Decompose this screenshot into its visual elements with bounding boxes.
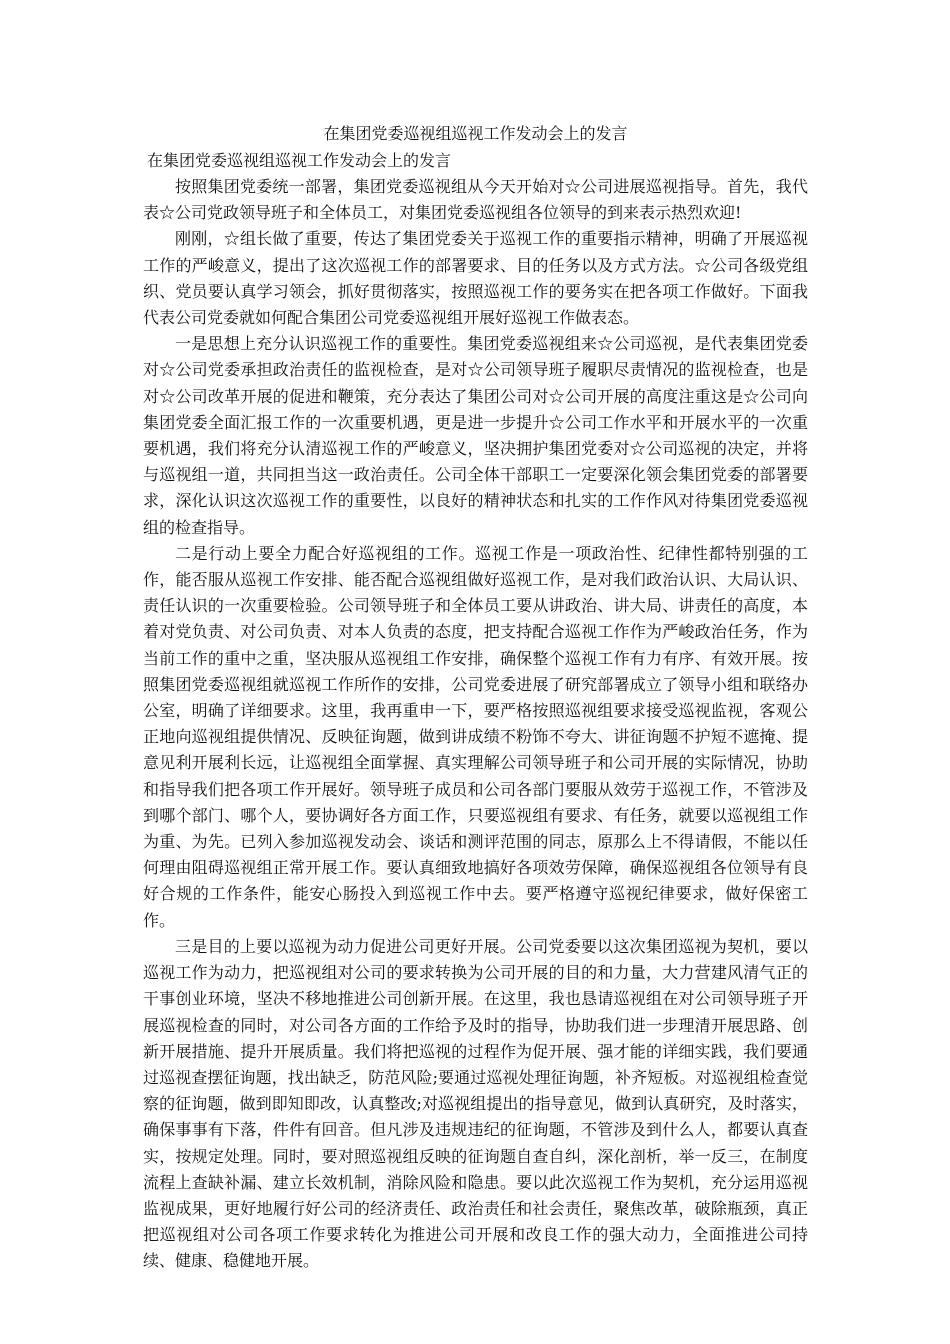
paragraph-point-one: 一是思想上充分认识巡视工作的重要性。集团党委巡视组来☆公司巡视，是代表集团党委对☆公司党委承担政治责任的监视检查，是对☆公司领导班子履职尽责情况的监视检查，也是对☆公司改革开展的促进和鞭策，充分表达了集团公司对☆公司开展的高度注重这是☆公司向集团党委全面汇报工作的一次重要机遇，更是进一步提升☆公司工作水平和开展水平的一次重要机遇，我们将充分认清巡视工作的严峻意义，坚决拥护集团党委对☆公司巡视的决定，并将与巡视组一道，共同担当这一政治责任。公司全体干部职工一定要深化领会集团党委的部署要求，深化认识这次巡视工作的重要性，以良好的精神状态和扎实的工作作风对待集团党委巡视组的检查指导。 [143, 334, 808, 537]
paragraph-point-two: 二是行动上要全力配合好巡视组的工作。巡视工作是一项政治性、纪律性都特别强的工作，能否服从巡视工作安排、能否配合巡视组做好巡视工作，是对我们政治认识、大局认识、责任认识的一次重要检验。公司领导班子和全体员工要从讲政治、讲大局、讲责任的高度，本着对党负责、对公司负责、对本人负责的态度，把支持配合巡视工作作为严峻政治任务，作为当前工作的重中之重，坚决服从巡视组工作安排，确保整个巡视工作有力有序、有效开展。按照集团党委巡视组就巡视工作所作的安排，公司党委进展了研究部署成立了领导小组和联络办公室，明确了详细要求。这里，我再重申一下，要严格按照巡视组要求接受巡视监视，客观公正地向巡视组提供情况、反映征询题，做到讲成绩不粉饰不夸大、讲征询题不护短不遮掩、提意见利开展利长远，让巡视组全面掌握、真实理解公司领导班子和公司开展的实际情况，协助和指导我们把各项工作开展好。领导班子成员和公司各部门要服从效劳于巡视工作，不管涉及到哪个部门、哪个人，要协调好各方面工作，只要巡视组有要求、有任务，就要以巡视组工作为重、为先。已列入参加巡视发动会、谈话和测评范围的同志，原那么上不得请假，不能以任何理由阻碍巡视组正常开展工作。要认真细致地搞好各项效劳保障，确保巡视组各位领导有良好合规的工作条件，能安心肠投入到巡视工作中去。要严格遵守巡视纪律要求，做好保密工作。 [143, 543, 808, 930]
paragraph-opening: 按照集团党委统一部署，集团党委巡视组从今天开始对☆公司进展巡视指导。首先，我代表☆公司党政领导班子和全体员工，对集团党委巡视组各位领导的到来表示热烈欢迎! [143, 177, 808, 223]
document-page [143, 120, 808, 1275]
document-subtitle: 在集团党委巡视组巡视工作发动会上的发言 [147, 151, 452, 170]
paragraph-intro: 刚刚，☆组长做了重要，传达了集团党委关于巡视工作的重要指示精神，明确了开展巡视工作的严峻意义，提出了这次巡视工作的部署要求、目的任务以及方式方法。☆公司各级党组织、党员要认真学习领会，抓好贯彻落实，按照巡视工作的要务实在把各项工作做好。下面我代表公司党委就如何配合集团公司党委巡视组开展好巡视工作做表态。 [143, 229, 808, 328]
paragraph-point-three: 三是目的上要以巡视为动力促进公司更好开展。公司党委要以这次集团巡视为契机，要以巡视工作为动力，把巡视组对公司的要求转换为公司开展的目的和力量，大力营建风清气正的干事创业环境，坚决不移地推进公司创新开展。在这里，我也恳请巡视组在对公司领导班子开展巡视检查的同时，对公司各方面的工作给予及时的指导，协助我们进一步理清开展思路、创新开展措施、提升开展质量。我们将把巡视的过程作为促开展、强才能的详细实践，我们要通过巡视查摆征询题，找出缺乏，防范风险;要通过巡视处理征询题，补齐短板。对巡视组检查觉察的征询题，做到即知即改，认真整改;对巡视组提出的指导意见，做到认真研究，及时落实，确保事事有下落，件件有回音。但凡涉及违规违纪的征询题，不管涉及到什么人，都要认真查实，按规定处理。同时，要对照巡视组反映的征询题自查自纠，深化剖析，举一反三，在制度流程上查缺补漏、建立长效机制，消除风险和隐患。要以此次巡视工作为契机，充分运用巡视监视成果，更好地履行好公司的经济责任、政治责任和社会责任，聚焦改革，破除瓶颈，真正把巡视组对公司各项工作要求转化为推进公司开展和改良工作的强大动力，全面推进公司持续、健康、稳健地开展。 [143, 936, 808, 1271]
document-title: 在集团党委巡视组巡视工作发动会上的发言 [323, 124, 628, 143]
